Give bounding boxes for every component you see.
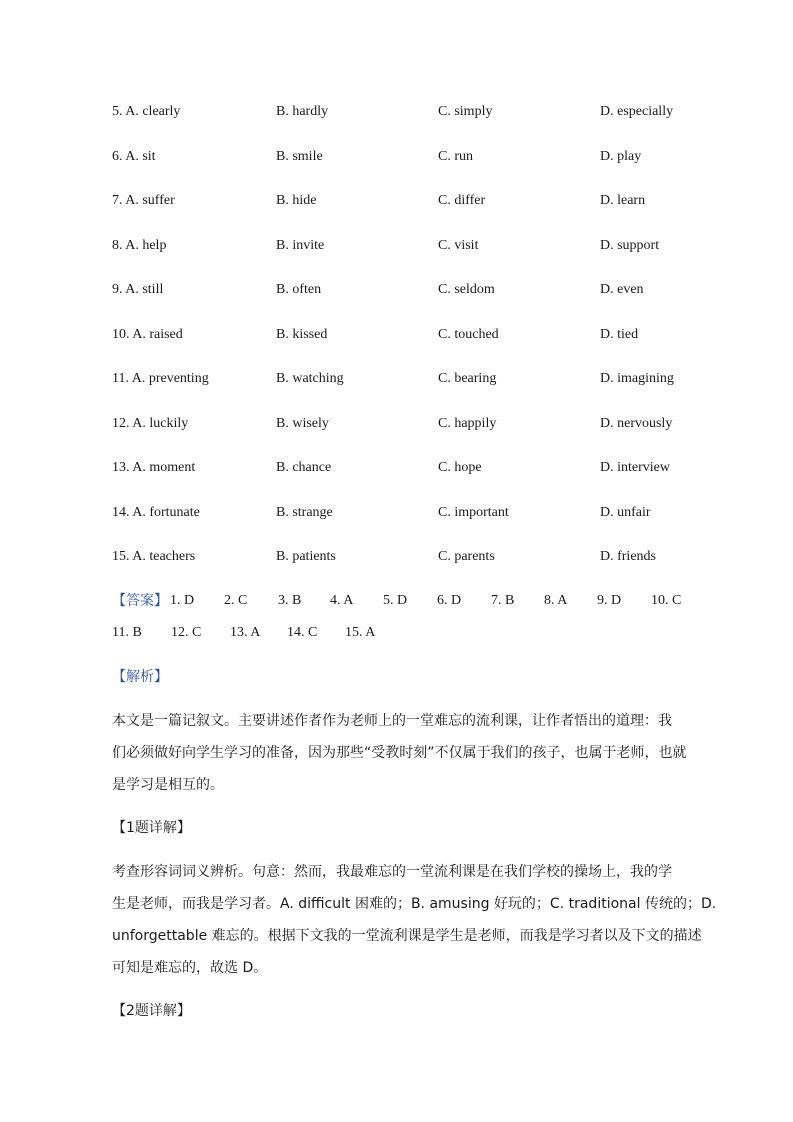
detail-line: 生是老师，而我是学习者。A. difficult 困难的；B. amusing 好玩的；C. traditional 传统的；D.	[112, 896, 717, 912]
detail-line: 考查形容词词义辨析。句意：然而，我最难忘的一堂流利课是在我们学校的操场上，我的学	[112, 864, 672, 880]
option-d: D. learn	[600, 193, 646, 208]
option-c: C. differ	[438, 193, 486, 208]
option-a: 6. A. sit	[112, 149, 156, 164]
answer-item: 4. A	[330, 593, 354, 608]
summary-line: 本文是一篇记叙文。主要讲述作者作为老师上的一堂难忘的流利课，让作者悟出的道理：我	[112, 713, 672, 729]
option-c: C. hope	[438, 460, 482, 475]
answer-item: 15. A	[345, 625, 376, 640]
option-a: 11. A. preventing	[112, 371, 209, 386]
option-c: C. important	[438, 505, 509, 520]
detail-1-paragraph	[112, 856, 717, 984]
option-b: B. invite	[276, 238, 325, 253]
option-row	[112, 502, 712, 524]
option-c: C. run	[438, 149, 473, 164]
answer-item: 10. C	[651, 593, 682, 608]
option-row	[112, 413, 712, 435]
answer-item: 11. B	[112, 625, 142, 640]
detail-1-heading: 【1题详解】	[112, 820, 191, 836]
option-c: C. happily	[438, 416, 497, 431]
option-c: C. visit	[438, 238, 479, 253]
option-b: B. chance	[276, 460, 332, 475]
option-b: B. patients	[276, 549, 336, 564]
option-a: 13. A. moment	[112, 460, 196, 475]
answer-item: 5. D	[383, 593, 408, 608]
analysis-summary	[112, 705, 687, 801]
option-d: D. even	[600, 282, 644, 297]
option-d: D. imagining	[600, 371, 674, 386]
option-row	[112, 146, 712, 168]
option-row	[112, 279, 712, 301]
option-row	[112, 101, 712, 123]
option-b: B. smile	[276, 149, 323, 164]
option-c: C. touched	[438, 327, 499, 342]
answer-item: 6. D	[437, 593, 462, 608]
option-d: D. interview	[600, 460, 670, 475]
option-a: 15. A. teachers	[112, 549, 196, 564]
option-a: 9. A. still	[112, 282, 164, 297]
answer-item: 9. D	[597, 593, 622, 608]
answer-item: 7. B	[491, 593, 515, 608]
option-d: D. friends	[600, 549, 656, 564]
option-row	[112, 368, 712, 390]
option-a: 8. A. help	[112, 238, 167, 253]
answers-label: 【答案】	[112, 593, 168, 609]
option-c: C. bearing	[438, 371, 497, 386]
summary-line: 是学习是相互的。	[112, 777, 224, 793]
option-b: B. kissed	[276, 327, 328, 342]
option-a: 7. A. suffer	[112, 193, 175, 208]
option-d: D. especially	[600, 104, 674, 119]
answer-item: 8. A	[544, 593, 568, 608]
option-b: B. strange	[276, 505, 333, 520]
detail-line: unforgettable 难忘的。根据下文我的一堂流利课是学生是老师，而我是学习者以及下文的描述	[112, 928, 702, 944]
answer-item: 1. D	[170, 593, 195, 608]
option-d: D. nervously	[600, 416, 673, 431]
option-b: B. wisely	[276, 416, 329, 431]
option-row	[112, 235, 712, 257]
option-a: 14. A. fortunate	[112, 505, 200, 520]
option-row	[112, 324, 712, 346]
option-b: B. watching	[276, 371, 344, 386]
option-b: B. hardly	[276, 104, 329, 119]
option-row	[112, 546, 712, 568]
answer-item: 2. C	[224, 593, 248, 608]
detail-line: 可知是难忘的，故选 D。	[112, 960, 268, 976]
option-c: C. parents	[438, 549, 495, 564]
option-a: 12. A. luckily	[112, 416, 189, 431]
option-a: 10. A. raised	[112, 327, 183, 342]
option-d: D. unfair	[600, 505, 651, 520]
option-b: B. often	[276, 282, 322, 297]
option-a: 5. A. clearly	[112, 104, 181, 119]
option-row	[112, 457, 712, 479]
option-b: B. hide	[276, 193, 317, 208]
option-c: C. simply	[438, 104, 493, 119]
answer-item: 13. A	[230, 625, 261, 640]
option-d: D. tied	[600, 327, 639, 342]
option-d: D. support	[600, 238, 660, 253]
analysis-heading: 【解析】	[112, 669, 168, 685]
option-row	[112, 190, 712, 212]
answer-item: 12. C	[171, 625, 202, 640]
detail-2-heading: 【2题详解】	[112, 1003, 191, 1019]
option-c: C. seldom	[438, 282, 495, 297]
option-d: D. play	[600, 149, 642, 164]
summary-line: 们必须做好向学生学习的准备，因为那些“受教时刻”不仅属于我们的孩子，也属于老师，也就	[112, 745, 687, 761]
answer-item: 14. C	[287, 625, 318, 640]
answer-item: 3. B	[278, 593, 302, 608]
